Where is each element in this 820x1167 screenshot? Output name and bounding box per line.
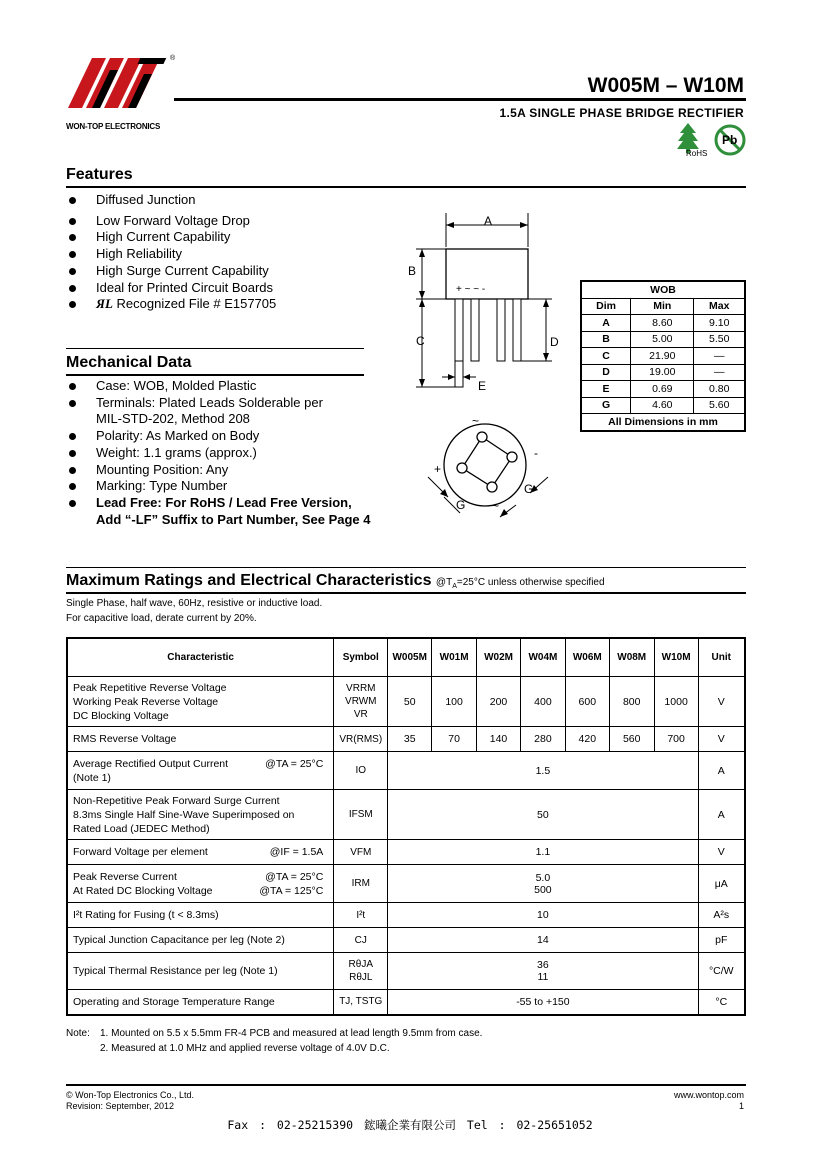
ratings-top-rule <box>66 567 746 568</box>
feature-item: Low Forward Voltage Drop <box>66 213 386 230</box>
feature-item: High Current Capability <box>66 229 386 246</box>
dim-row: G 4.60 5.60 <box>581 397 745 414</box>
table-row: Operating and Storage Temperature Range TJ, TSTG -55 to +150 °C <box>67 990 745 1015</box>
website-link[interactable]: www.wontop.com <box>673 1090 744 1100</box>
table-row: Average Rectified Output Current @TA = 25°C (Note 1) IO 1.5 A <box>67 752 745 790</box>
fax-tel-line: Fax : 02-25215390 鋐曦企業有限公司 Tel : 02-25651052 <box>227 1118 593 1132</box>
svg-text:C: C <box>416 334 425 348</box>
won-top-logo <box>66 50 178 132</box>
ratings-rule <box>66 592 746 594</box>
package-outline-diagram <box>400 205 575 525</box>
features-list <box>66 192 386 313</box>
dim-row: E 0.69 0.80 <box>581 381 745 398</box>
product-subtitle: 1.5A SINGLE PHASE BRIDGE RECTIFIER <box>499 106 744 120</box>
part-number-title: W005M – W10M <box>587 74 744 97</box>
svg-text:G: G <box>456 498 466 512</box>
table-row: Peak Reverse Current @TA = 25°C At Rated DC Blocking Voltage @TA = 125°C IRM 5.0 500 μA <box>67 865 745 903</box>
svg-text:E: E <box>478 379 487 393</box>
features-heading: Features <box>66 166 133 183</box>
mechanical-item: Case: WOB, Molded Plastic <box>66 378 406 395</box>
table-row: Typical Junction Capacitance per leg (Note 2) CJ 14 pF <box>67 928 745 953</box>
svg-text:+: + <box>434 462 442 476</box>
dim-package-name: WOB <box>581 281 745 298</box>
mechanical-item: Marking: Type Number <box>66 478 406 495</box>
mechanical-list <box>66 378 406 528</box>
feature-item: High Reliability <box>66 246 386 263</box>
footer-rule <box>66 1084 746 1086</box>
table-row: Peak Repetitive Reverse Voltage Working Peak Reverse Voltage DC Blocking Voltage VRRM VRWM VR 50 100 200 400 600 800 1000 V <box>67 677 745 727</box>
table-row: Non-Repetitive Peak Forward Surge Current 8.3ms Single Half Sine-Wave Superimposed on Rated Load (JEDEC Method) IFSM 50 A <box>67 790 745 840</box>
mechanical-item: Polarity: As Marked on Body <box>66 428 406 445</box>
mechanical-rule <box>66 374 364 376</box>
dim-row: D 19.00 — <box>581 364 745 381</box>
mechanical-heading: Mechanical Data <box>66 354 192 371</box>
dim-footer: All Dimensions in mm <box>581 414 745 431</box>
company-logo-text: WON-TOP ELECTRONICS <box>66 122 161 131</box>
features-rule <box>66 186 746 188</box>
ratings-notes: Single Phase, half wave, 60Hz, resistive or inductive load. For capacitive load, derate current by 20%. <box>66 598 323 624</box>
svg-text:+ ~ ~ -: + ~ ~ - <box>456 284 486 295</box>
table-row: I²t Rating for Fusing (t < 8.3ms) I²t 10 A²s <box>67 903 745 928</box>
footer-right <box>674 1090 744 1112</box>
ratings-table <box>66 637 746 1016</box>
table-row: Typical Thermal Resistance per leg (Note 1) RθJA RθJL 36 11 °C/W <box>67 953 745 990</box>
ratings-heading-row <box>66 572 605 590</box>
dim-row: A 8.60 9.10 <box>581 315 745 332</box>
svg-text:RoHS: RoHS <box>686 149 708 158</box>
svg-text:G: G <box>524 482 534 496</box>
mechanical-item: Lead Free: For RoHS / Lead Free Version, Add “-LF” Suffix to Part Number, See Page 4 <box>66 495 406 528</box>
feature-item: Diffused Junction <box>66 192 386 209</box>
revision-text: Revision: September, 2012 <box>66 1101 175 1111</box>
svg-text:A: A <box>484 214 493 228</box>
table-row: RMS Reverse Voltage VR(RMS) 35 70 140 280 420 560 700 V <box>67 727 745 752</box>
ratings-condition: $@T_A=25^\circ C$ unless otherwise specified <box>435 577 605 590</box>
svg-text:~: ~ <box>472 414 480 428</box>
svg-text:D: D <box>550 335 559 349</box>
ratings-heading: Maximum Ratings and Electrical Characteristics <box>66 572 432 589</box>
svg-text:®: ® <box>170 55 176 62</box>
header-rule <box>174 98 746 101</box>
feature-item: Ideal for Printed Circuit Boards <box>66 280 386 297</box>
feature-item: ЯL Recognized File # E157705 <box>66 296 386 313</box>
dimensions-table <box>580 280 746 432</box>
dim-col-header: Max <box>694 298 745 315</box>
copyright-text: © Won-Top Electronics Co., Ltd. <box>66 1090 195 1100</box>
page-number: 1 <box>738 1101 744 1111</box>
dim-col-header: Min <box>631 298 694 315</box>
ratings-header-row: Characteristic Symbol W005M W01M W02M W04M W06M W08M W10M Unit <box>67 638 745 677</box>
footer-left <box>66 1090 194 1112</box>
table-row: Forward Voltage per element @IF = 1.5A VFM 1.1 V <box>67 840 745 865</box>
svg-text:-: - <box>534 446 538 460</box>
dim-col-header: Dim <box>581 298 631 315</box>
svg-text:B: B <box>408 264 417 278</box>
rohs-pb-free-icon <box>676 122 746 158</box>
feature-item: High Surge Current Capability <box>66 263 386 280</box>
dim-row: B 5.00 5.50 <box>581 331 745 348</box>
svg-text:~: ~ <box>492 499 500 513</box>
svg-text:Pb: Pb <box>722 133 738 147</box>
mechanical-item: Mounting Position: Any <box>66 462 406 479</box>
mechanical-top-rule <box>66 348 364 349</box>
mechanical-item: Terminals: Plated Leads Solderable per MIL-STD-202, Method 208 <box>66 395 406 428</box>
mechanical-item: Weight: 1.1 grams (approx.) <box>66 445 406 462</box>
ul-recognized-icon: ЯL <box>96 296 113 312</box>
dim-row: C 21.90 — <box>581 348 745 365</box>
footnotes: Note: 1. Mounted on 5.5 x 5.5mm FR-4 PCB and measured at lead length 9.5mm from case. 2. Measured at 1.0 MHz and applied reverse voltage of 4.0V D.C. <box>66 1028 483 1054</box>
